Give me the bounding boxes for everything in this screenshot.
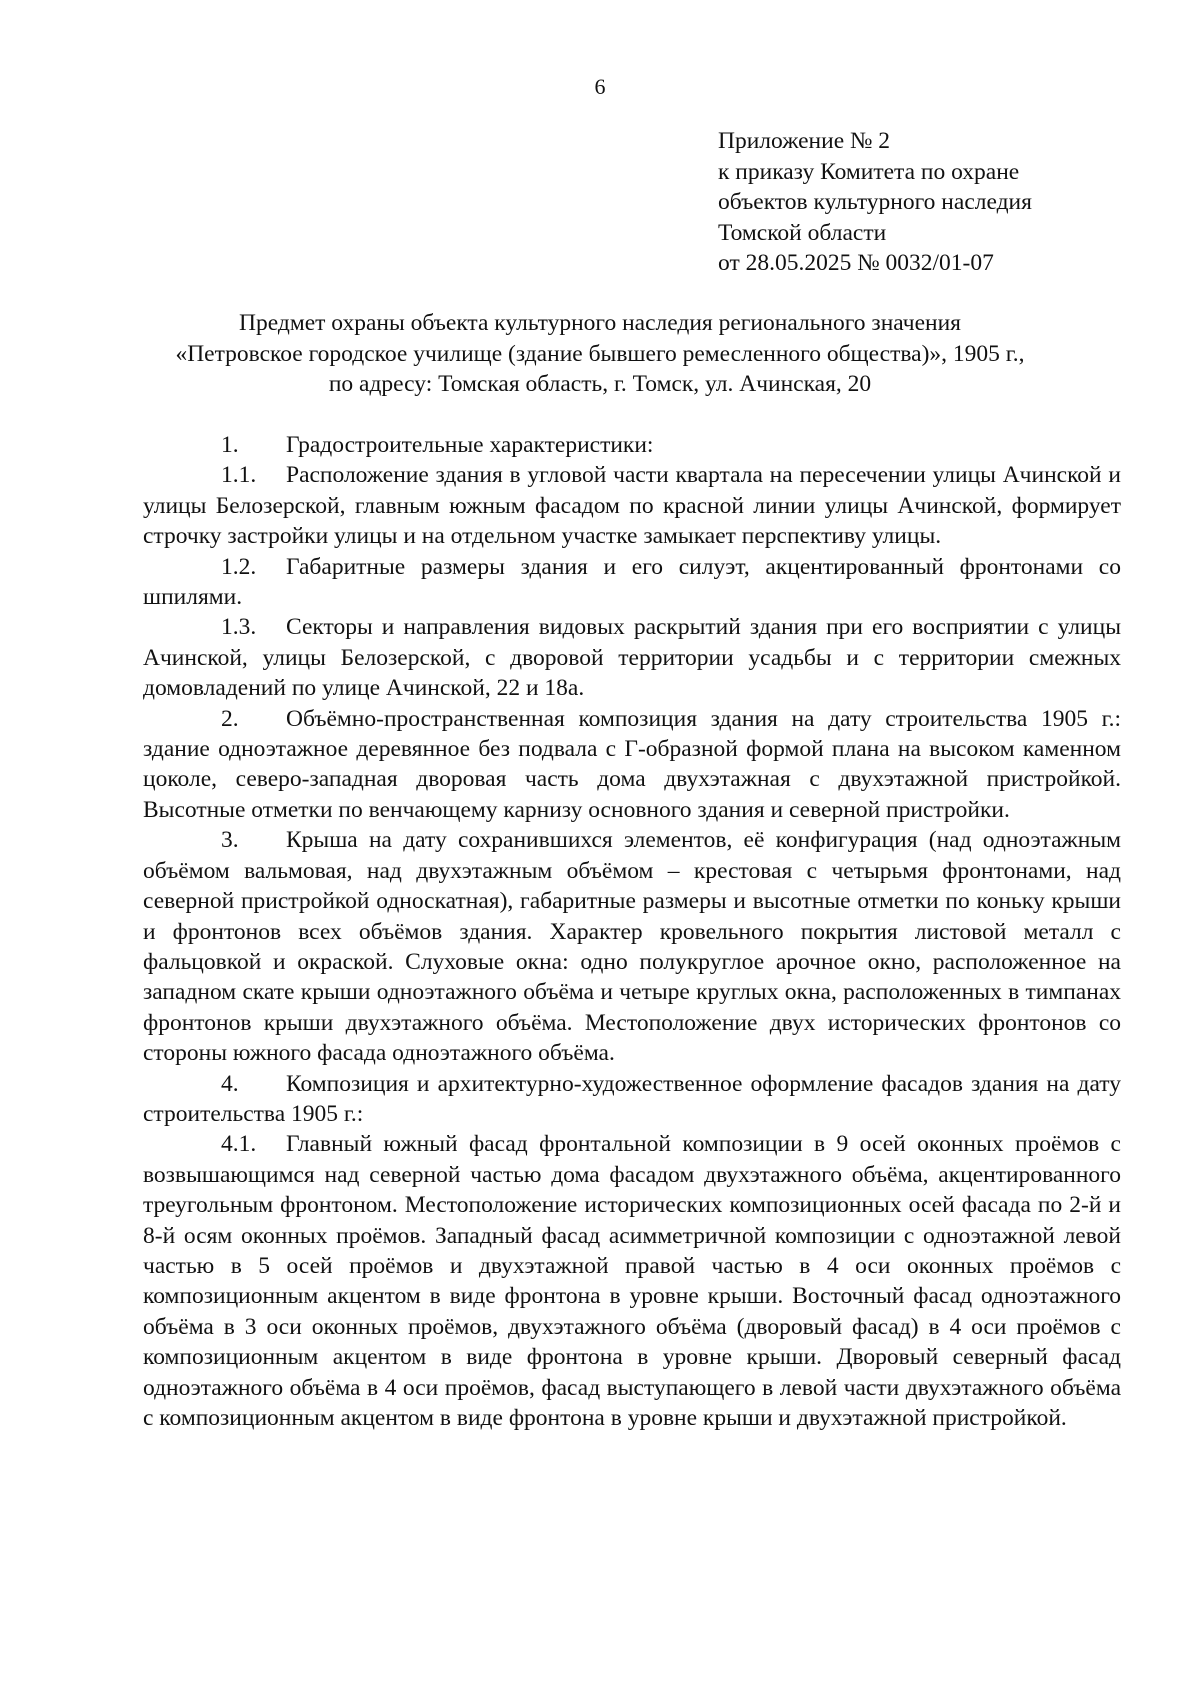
paragraph-number: 2. bbox=[221, 705, 239, 732]
title-line: Предмет охраны объекта культурного наследия регионального значения bbox=[239, 310, 961, 336]
paragraph-number: 1.2. bbox=[221, 553, 257, 580]
appendix-line: объектов культурного наследия bbox=[718, 189, 1032, 215]
paragraph-3 bbox=[143, 825, 1121, 1068]
paragraph-text: Градостроительные характеристики: bbox=[286, 432, 654, 458]
paragraph-number: 1.1. bbox=[221, 462, 257, 489]
paragraph-1-2 bbox=[143, 552, 1121, 613]
appendix-line: к приказу Комитета по охране bbox=[718, 158, 1020, 185]
document-body bbox=[143, 430, 1121, 1433]
document-title bbox=[60, 308, 1140, 400]
paragraph-text: Крыша на дату сохранившихся элементов, её конфигурация (над одноэтажным объёмом вальмовая, над двухэтажным объёмом – крестовая с четырьмя фронтонами, над северной пристройкой односкатная), габаритные размеры и высотные отметки по коньку крыши и фронтонов всех объёмов здания. Характер кровельного покрытия листовой металл с фальцовкой и окраской. Слуховые окна: одно полукруглое арочное окно, расположенное на западном скате крыши одноэтажного объёма и четыре круглых окна, расположенных в тимпанах фронтонов крыши двухэтажного объёма. Местоположение двух исторических фронтонов со стороны южного фасада одноэтажного объёма. bbox=[143, 827, 1121, 1067]
paragraph-number: 4. bbox=[221, 1070, 239, 1097]
paragraph-number: 4.1. bbox=[221, 1131, 257, 1158]
paragraph-number: 3. bbox=[221, 827, 239, 854]
paragraph-number: 1. bbox=[221, 432, 239, 458]
paragraph-text: Расположение здания в угловой части квартала на пересечении улицы Ачинской и улицы Белозерской, главным южным фасадом по красной линии улицы Ачинской, формирует строчку застройки улицы и на отдельном участке замыкает перспективу улицы. bbox=[143, 462, 1121, 550]
appendix-line: Приложение № 2 bbox=[718, 128, 891, 154]
paragraph-4-1 bbox=[143, 1129, 1121, 1433]
title-line: по адресу: Томская область, г. Томск, ул. Ачинская, 20 bbox=[328, 371, 872, 397]
paragraph-text: Секторы и направления видовых раскрытий здания при его восприятии с улицы Ачинской, улицы Белозерской, с дворовой территории усадьбы и с территории смежных домовладений по улице Ачинской, 22 и 18а. bbox=[143, 614, 1121, 702]
paragraph-text: Объёмно-пространственная композиция здания на дату строительства 1905 г.: здание одноэтажное деревянное без подвала с Г-образной формой плана на высоком каменном цоколе, северо-западная дворовая часть дома двухэтажная с двухэтажной пристройкой. Высотные отметки по венчающему карнизу основного здания и северной пристройки. bbox=[143, 705, 1121, 823]
appendix-line: от 28.05.2025 № 0032/01-07 bbox=[718, 250, 994, 276]
page-number: 6 bbox=[594, 74, 606, 99]
paragraph-text: Главный южный фасад фронтальной композиции в 9 осей оконных проёмов с возвышающимся над северной частью дома фасадом двухэтажного объёма, акцентированного треугольным фронтоном. Местоположение исторических композиционных осей фасада по 2-й и 8-й осям оконных проёмов. Западный фасад асимметричной композиции с одноэтажной левой частью в 5 осей проёмов и двухэтажной правой частью в 4 оси оконных проёмов с композиционным акцентом в виде фронтона в уровне крыши. Восточный фасад одноэтажного объёма в 3 оси оконных проёмов, двухэтажного объёма (дворовый фасад) в 4 оси проёмов с композиционным акцентом в виде фронтона в уровне крыши. Дворовый северный фасад одноэтажного объёма в 4 оси проёмов, фасад выступающего в левой части двухэтажного объёма с композиционным акцентом в виде фронтона в уровне крыши и двухэтажной пристройкой. bbox=[143, 1131, 1121, 1431]
paragraph-1 bbox=[143, 430, 1121, 460]
paragraph-text: Габаритные размеры здания и его силуэт, акцентированный фронтонами со шпилями. bbox=[143, 553, 1121, 611]
appendix-line: Томской области bbox=[718, 219, 887, 246]
title-line: «Петровское городское училище (здание бывшего ремесленного общества)», 1905 г., bbox=[175, 340, 1025, 367]
appendix-block bbox=[718, 126, 1158, 279]
paragraph-text: Композиция и архитектурно-художественное оформление фасадов здания на дату строительства 1905 г.: bbox=[143, 1070, 1121, 1127]
paragraph-1-1 bbox=[143, 460, 1121, 551]
paragraph-number: 1.3. bbox=[221, 614, 257, 641]
paragraph-2 bbox=[143, 704, 1121, 826]
paragraph-1-3 bbox=[143, 612, 1121, 703]
paragraph-4 bbox=[143, 1069, 1121, 1130]
